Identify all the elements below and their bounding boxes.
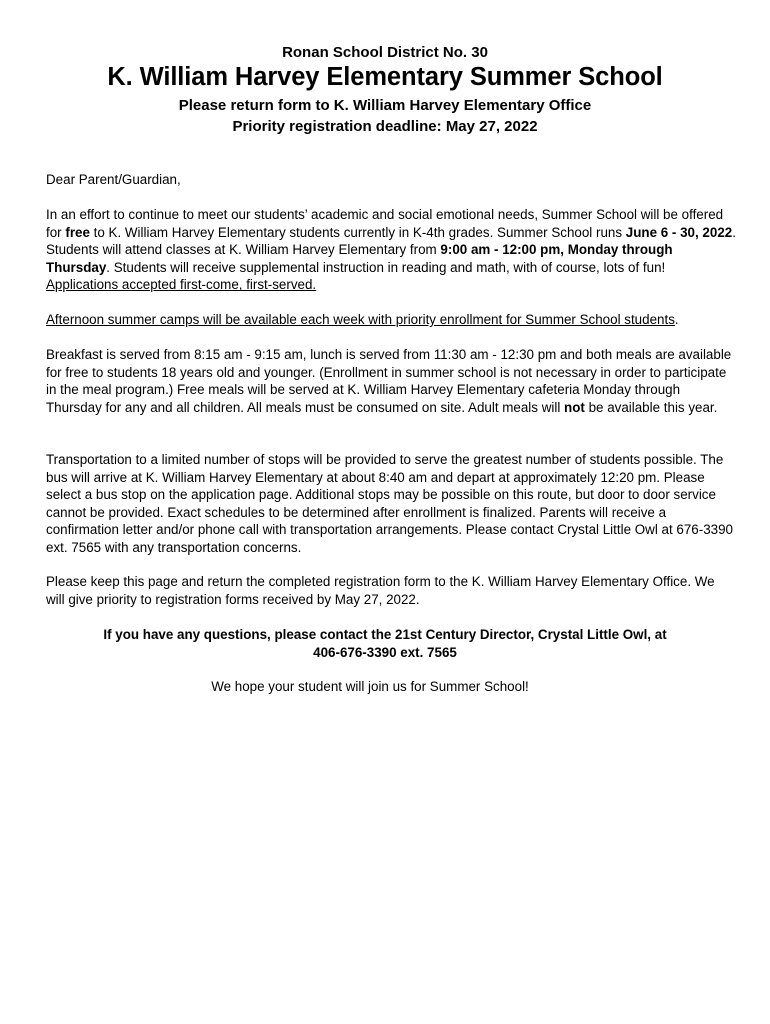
free-emphasis: free [65,224,90,240]
district-name: Ronan School District No. 30 [282,44,488,61]
first-come-note: Applications accepted first-come, first-served. [46,277,317,293]
return-note: Please return form to K. William Harvey Elementary Office [178,97,592,114]
not-emphasis: not [564,399,585,415]
paragraph-intro [46,206,736,294]
contact-info [40,626,730,661]
meals-text: Breakfast is served from 8:15 am - 9:15 am, lunch is served from 11:30 am - 12:30 pm and both meals are available for free to students 18 years old and younger. (Enrollment in summer school is not necessary in order to participate in the meal program.) Free meals will be served at K. William Harvey Elementary cafeteria Monday through Thursday for any and all children. All meals must be consumed on site. Adult meals will [46,347,732,415]
paragraph-transportation: Transportation to a limited number of stops will be provided to serve the greatest number of students possible. The bus will arrive at K. William Harvey Elementary at about 8:40 am and depart at approximately 12:20 pm. Please select a bus stop on the application page. Additional stops may be possible on this route, but door to door service cannot be provided. Exact schedules to be determined after enrollment is finalized. Parents will receive a confirmation letter and/or phone call with transportation arrangements. Please contact Crystal Little Owl at 676-3390 ext. 7565 with any transportation concerns. [46,452,734,555]
session-times: 9:00 am - 12:00 pm, Monday through Thursday [46,242,673,275]
intro-text: . Students will receive supplemental instruction in reading and math, with of course, lots of fun! [106,259,666,275]
camps-end: . [674,312,679,327]
intro-text: . Students will attend classes at K. William Harvey Elementary from [46,224,736,258]
intro-text: In an effort to continue to meet our students’ academic and social emotional needs, Summer School will be offered for [46,207,724,240]
registration-deadline: Priority registration deadline: May 27, 2022 [232,118,538,135]
greeting: Dear Parent/Guardian, [46,172,181,187]
contact-line: If you have any questions, please contact the 21st Century Director, Crystal Little Owl, at [103,627,667,642]
closing-line: We hope your student will join us for Summer School! [211,679,529,694]
paragraph-camps [46,311,736,329]
intro-text: to K. William Harvey Elementary students currently in K-4th grades. Summer School runs [89,224,626,240]
contact-phone: 406-676-3390 ext. 7565 [313,644,457,660]
camps-note: Afternoon summer camps will be available each week with priority enrollment for Summer School students [46,312,675,327]
meals-text: be available this year. [584,399,718,415]
paragraph-return: Please keep this page and return the completed registration form to the K. William Harvey Elementary Office. We will give priority to registration forms received by May 27, 2022. [46,574,715,607]
page-title: K. William Harvey Elementary Summer School [107,63,663,91]
session-dates: June 6 - 30, 2022 [625,224,733,240]
paragraph-meals [46,346,736,416]
